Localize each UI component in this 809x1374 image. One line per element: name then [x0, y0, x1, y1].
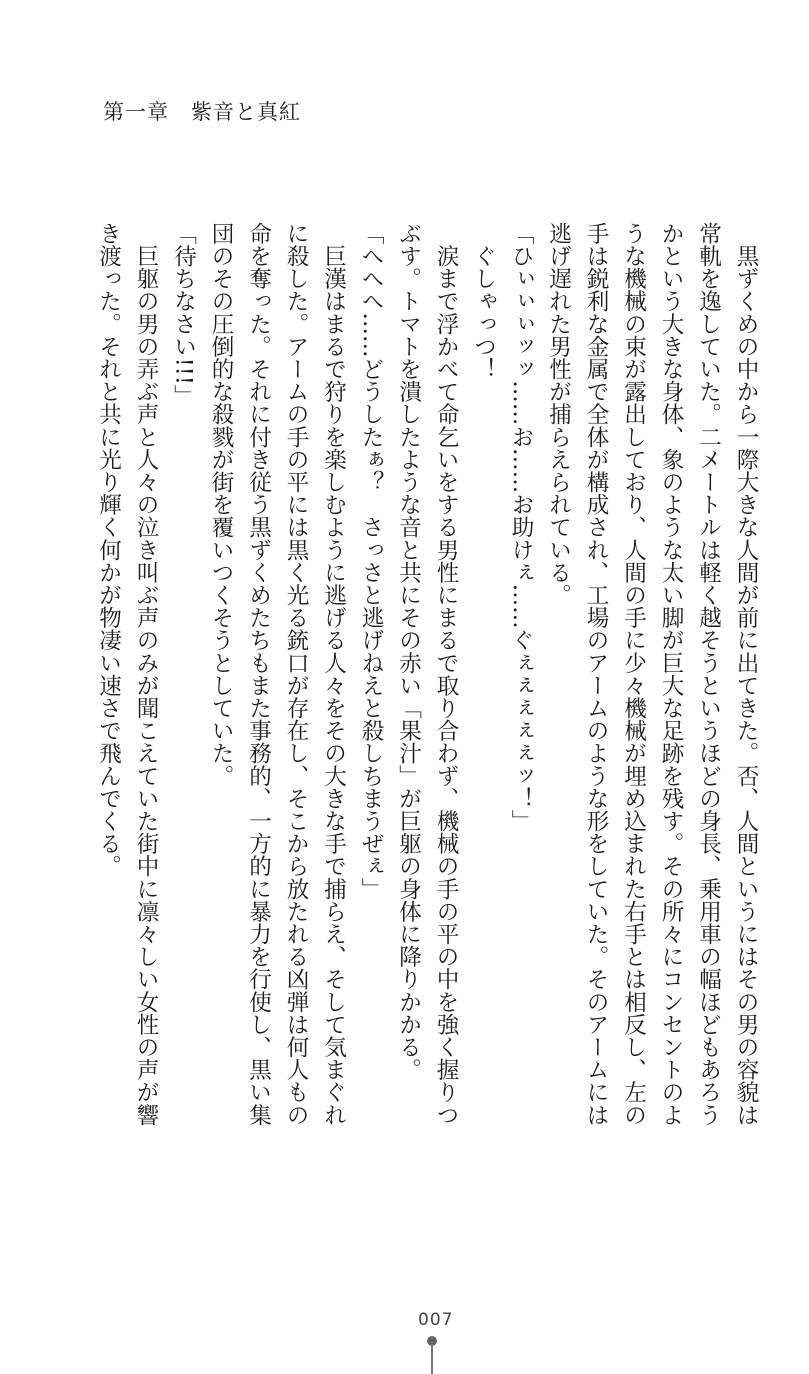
text-line: かという大きな身体、象のような太い脚が巨大な足跡を残す。その所々にコンセントのよ — [658, 222, 684, 1126]
text-line: 命を奪った。それに付き従う黒ずくめたちもまた事務的、一方的に暴力を行使し、黒い集 — [245, 222, 272, 1126]
text-line: に殺した。アームの手の平には黒く光る銃口が存在し、そこから放たれる凶弾は何人もの — [283, 222, 309, 1126]
page-number: 007 — [418, 1310, 454, 1330]
text-line: 巨躯の男の弄ぶ声と人々の泣き叫ぶ声のみが聞こえていた街中に凛々しい女性の声が響 — [133, 222, 159, 1126]
text-line: 「待ちなさい!!!」 — [170, 222, 197, 408]
chapter-heading: 第一章 紫音と真紅 — [103, 100, 301, 124]
text-line: 「へへへ……どうしたぁ？ さっさと逃げねえと殺しちまうぜぇ」 — [358, 222, 384, 900]
text-line: 涙まで浮かべて命乞いをする男性にまるで取り合わず、機械の手の平の中を強く握りつ — [433, 222, 459, 1126]
text-line: 常軌を逸していた。二メートルは軽く越そうというほどの身長、乗用車の幅ほどもあろう — [695, 222, 722, 1126]
text-line: ぶす。トマトを潰したような音と共にその赤い「果汁」が巨躯の身体に降りかかる。 — [395, 222, 422, 1081]
text-line: 巨漢はまるで狩りを楽しむように逃げる人々をその大きな手で捕らえ、そして気まぐれ — [320, 222, 347, 1126]
page-marker-rule — [431, 1344, 433, 1374]
text-line: 団のその圧倒的な殺戮が街を覆いつくそうとしていた。 — [208, 222, 234, 787]
body-text — [89, 222, 764, 1152]
text-line: 手は鋭利な金属で全体が構成され、工場のアームのような形をしていた。そのアームには — [583, 222, 609, 1126]
text-line: 逃げ遅れた男性が捕らえられている。 — [545, 222, 572, 607]
text-line: 黒ずくめの中から一際大きな人間が前に出てきた。否、人間というにはその男の容貌は — [733, 222, 759, 1126]
text-line: 「ひぃぃぃッッ……お……お助けぇ……ぐぇぇぇぇぇッ！」 — [508, 222, 534, 833]
text-line: うな機械の束が露出しており、人間の手に少々機械が埋め込まれた右手とは相反し、左の — [620, 222, 647, 1126]
text-line: ぐしゃっつ！ — [470, 222, 497, 381]
text-line: き渡った。それと共に光り輝く何かが物凄い速さで飛んでくる。 — [95, 222, 122, 878]
